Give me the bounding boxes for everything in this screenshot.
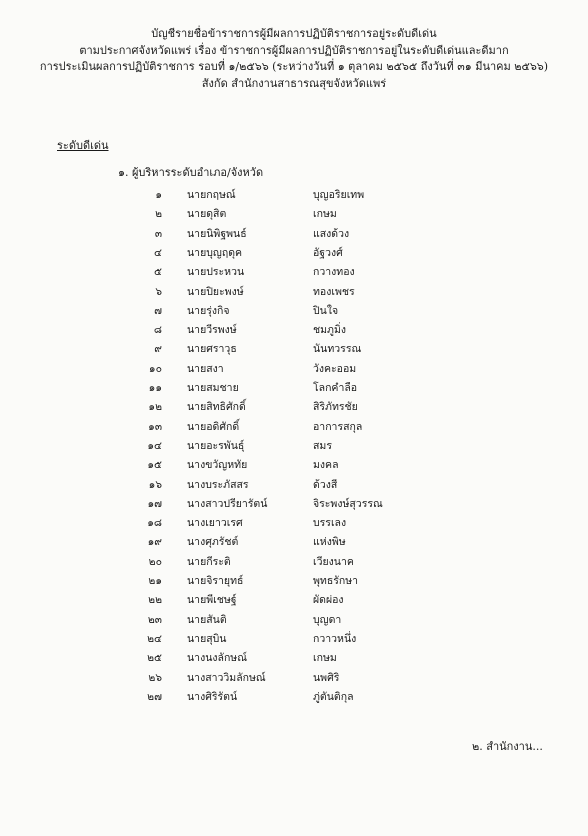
row-number: ๑๑ [148, 382, 162, 394]
first-name: นายสงา [187, 362, 224, 375]
row-number: ๗ [154, 304, 162, 317]
last-name: เกษม [313, 652, 337, 665]
name-row [0, 572, 588, 590]
name-row [0, 244, 588, 262]
first-name: นายศราวุธ [187, 343, 237, 356]
last-name: ชมภูมิ่ง [313, 324, 347, 337]
first-name: นางศุภรัชต์ [187, 536, 239, 549]
name-row [0, 379, 588, 397]
name-row [0, 495, 588, 513]
first-name: นายกฤษณ์ [187, 189, 236, 201]
row-number: ๕ [154, 266, 162, 279]
first-name: นายปิยะพงษ์ [187, 285, 244, 298]
first-name: นายบุญฤดุค [187, 246, 243, 259]
last-name: ด้วงสี [313, 478, 338, 491]
row-number: ๑ [155, 189, 162, 201]
row-number: ๑๔ [147, 439, 162, 452]
first-name: นายกีระติ [187, 555, 231, 568]
name-row [0, 688, 588, 706]
name-row [0, 553, 588, 571]
name-row [0, 360, 588, 378]
first-name: นายสันติ [187, 613, 227, 626]
first-name: นางเยาวเรศ [187, 517, 243, 530]
last-name: แสงด้วง [313, 227, 350, 240]
row-number: ๒๑ [148, 575, 162, 587]
level-heading: ระดับดีเด่น [57, 139, 109, 152]
name-row [0, 340, 588, 358]
last-name: กวางทอง [313, 266, 355, 279]
row-number: ๑๕ [147, 459, 162, 472]
first-name: นายวีรพงษ์ [187, 324, 237, 337]
last-name: พุทธรักษา [313, 575, 359, 587]
first-name: นายประหวน [187, 266, 245, 279]
last-name: วังคะออม [313, 362, 357, 375]
last-name: โลกคำลือ [313, 382, 358, 394]
row-number: ๒ [155, 208, 162, 221]
row-number: ๒๕ [147, 652, 162, 665]
first-name: นายรุ่งกิจ [187, 304, 230, 317]
row-number: ๑๓ [148, 420, 162, 433]
last-name: จิระพงษ์สุวรรณ [313, 497, 383, 510]
name-row [0, 669, 588, 687]
name-row [0, 302, 588, 320]
last-name: ผัดผ่อง [313, 594, 344, 607]
row-number: ๒๔ [147, 632, 162, 645]
row-number: ๑๗ [147, 497, 162, 510]
first-name: นายพีเชษฐ์ [187, 594, 237, 607]
first-name: นายดุสิต [187, 208, 227, 221]
last-name: บรรเลง [313, 517, 347, 530]
last-name: อัฐวงศ์ [313, 246, 343, 259]
header-title: บัญชีรายชื่อข้าราชการผู้มีผลการปฏิบัติราชการอยู่ระดับดีเด่น [151, 27, 437, 40]
name-row [0, 591, 588, 609]
last-name: กวาวหนึ่ง [313, 632, 357, 645]
row-number: ๑๒ [148, 401, 162, 414]
row-number: ๒๒ [148, 594, 162, 607]
continuation-note: ๒. สำนักงาน... [472, 740, 543, 753]
last-name: เกษม [313, 208, 337, 221]
last-name: บุญอริยเทพ [313, 189, 365, 201]
row-number: ๑๙ [147, 536, 162, 549]
name-row [0, 476, 588, 494]
row-number: ๒๖ [148, 671, 162, 684]
row-number: ๒๓ [147, 613, 162, 626]
last-name: ทองเพชร [313, 285, 355, 298]
last-name: สมร [313, 439, 332, 452]
last-name: สิริภัทรชัย [313, 401, 358, 414]
first-name: นายอดิศักดิ์ [187, 420, 240, 433]
header-affiliation: สังกัด สำนักงานสาธารณสุขจังหวัดแพร่ [201, 76, 387, 90]
row-number: ๑๐ [148, 362, 162, 375]
last-name: ภู่ตันติกุล [313, 690, 354, 703]
name-row [0, 321, 588, 339]
first-name: นายสุบิน [187, 632, 227, 645]
name-row [0, 398, 588, 416]
name-row [0, 263, 588, 281]
last-name: นพศิริ [313, 671, 340, 684]
first-name: นายนิพิฐพนธ์ [187, 227, 247, 240]
first-name: นางศิริรัตน์ [187, 690, 238, 703]
last-name: อาการสกุล [313, 420, 363, 433]
last-name: ปินใจ [313, 304, 339, 317]
first-name: นายจิรายุทธ์ [187, 575, 244, 587]
first-name: นายอะรพันธุ์ [187, 439, 245, 452]
first-name: นายสมชาย [187, 382, 239, 394]
name-row [0, 611, 588, 629]
name-row [0, 418, 588, 436]
last-name: เวียงนาค [313, 555, 354, 568]
first-name: นางสาววิมลักษณ์ [187, 671, 266, 684]
name-row [0, 630, 588, 648]
row-number: ๓ [154, 227, 162, 240]
name-row [0, 225, 588, 243]
last-name: นันทวรรณ [313, 343, 362, 356]
group-heading: ๑. ผู้บริหารระดับอำเภอ/จังหวัด [118, 166, 264, 179]
row-number: ๑๘ [147, 517, 162, 530]
name-row [0, 283, 588, 301]
header-evaluation-period: การประเมินผลการปฏิบัติราชการ รอบที่ ๑/๒๕๖๖ (ระหว่างวันที่ ๑ ตุลาคม ๒๕๖๕ ถึงวันที่ ๓๑ มีนาคม ๒๕๖๖) [39, 60, 549, 73]
row-number: ๙ [154, 343, 162, 356]
name-row [0, 456, 588, 474]
last-name: มงคล [313, 459, 339, 472]
first-name: นางขวัญหทัย [187, 459, 248, 472]
first-name: นางนงลักษณ์ [187, 652, 247, 665]
name-row [0, 533, 588, 551]
row-number: ๒๗ [147, 690, 162, 703]
row-number: ๔ [154, 246, 162, 259]
row-number: ๒๐ [148, 555, 162, 568]
document-header [0, 26, 588, 92]
row-number: ๑๖ [148, 478, 162, 491]
row-number: ๘ [153, 324, 162, 337]
name-row [0, 437, 588, 455]
name-row [0, 514, 588, 532]
name-row [0, 649, 588, 667]
name-row [0, 186, 588, 204]
last-name: แห่งพิษ [313, 536, 346, 549]
name-row [0, 205, 588, 223]
first-name: นางบระภัสสร [187, 478, 249, 491]
first-name: นางสาวปรียารัตน์ [187, 497, 268, 510]
header-announcement: ตามประกาศจังหวัดแพร่ เรื่อง ข้าราชการผู้มีผลการปฏิบัติราชการอยู่ในระดับดีเด่นและดีมาก [79, 43, 509, 57]
first-name: นายสิทธิศักดิ์ [187, 401, 246, 414]
last-name: บุญดา [313, 613, 342, 626]
row-number: ๖ [155, 285, 162, 298]
